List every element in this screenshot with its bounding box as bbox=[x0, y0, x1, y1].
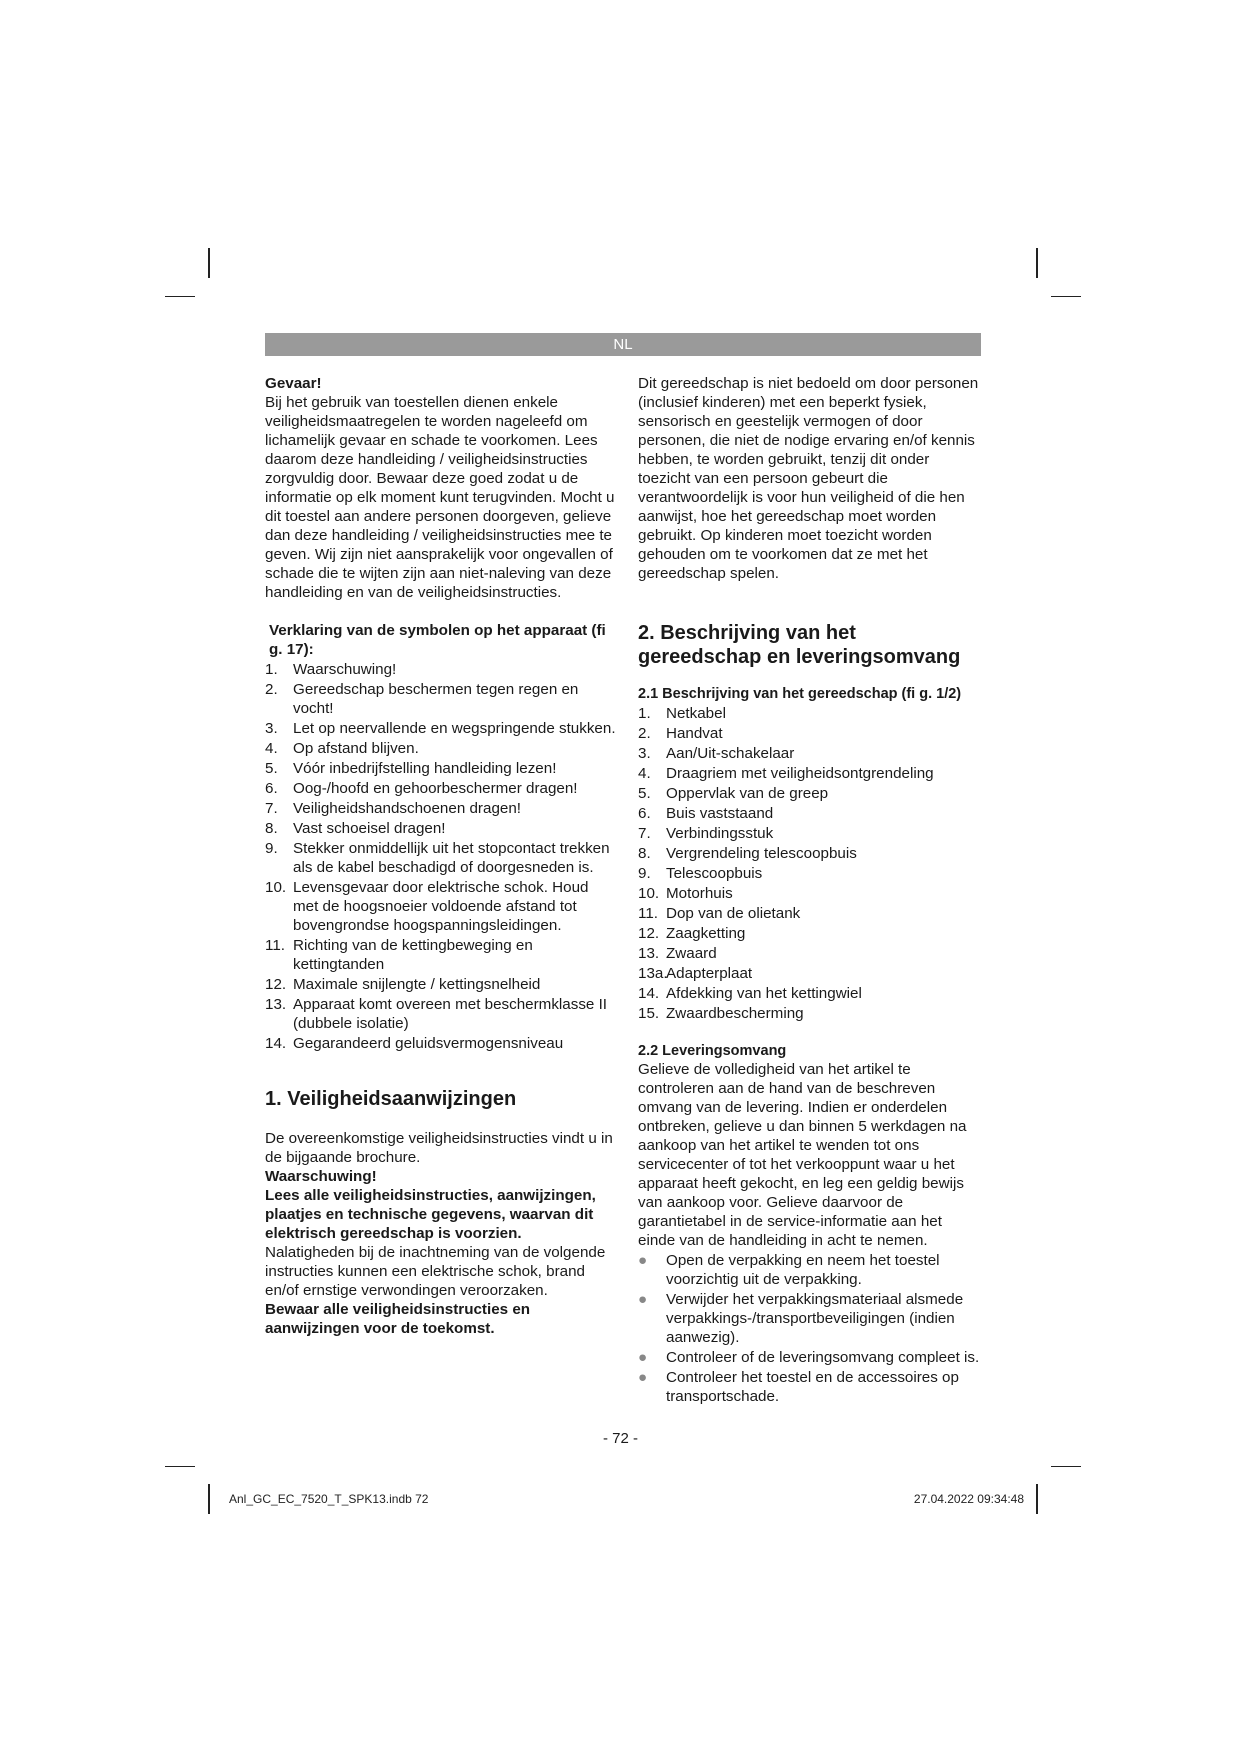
symbol-item-number: 3. bbox=[265, 720, 278, 737]
part-item-text: Zwaard bbox=[666, 945, 717, 962]
bullet-text: Open de verpakking en neem het toestel voorzichtig uit de verpakking. bbox=[666, 1252, 940, 1288]
left-column bbox=[265, 374, 617, 1338]
crop-mark bbox=[208, 248, 210, 278]
subsection-2-2-body: Gelieve de volledigheid van het artikel te controleren aan de hand van de beschreven omvang van de levering. Indien er onderdelen ontbreken, gelieve u dan binnen 5 werkdagen na aankoop van het artikel te wenden tot ons servicecenter of tot het verkooppunt waar u het apparaat heeft gekocht, en leg een geldig bewijs van aankoop voor. Gelieve daarvoor de garantietabel in de service-informatie aan het einde van de handleiding in acht te nemen. bbox=[638, 1061, 967, 1249]
part-item-number: 14. bbox=[638, 985, 660, 1002]
symbol-item bbox=[265, 719, 617, 738]
symbol-item bbox=[265, 799, 617, 818]
symbol-item-text: Maximale snijlengte / kettingsnelheid bbox=[293, 976, 541, 993]
symbol-item-number: 8. bbox=[265, 820, 278, 837]
part-item-number: 7. bbox=[638, 825, 651, 842]
symbol-item bbox=[265, 1034, 617, 1053]
symbol-item bbox=[265, 779, 617, 798]
part-item bbox=[638, 724, 982, 743]
danger-title: Gevaar! bbox=[265, 375, 322, 392]
bullet-item bbox=[638, 1290, 982, 1347]
part-item-text: Afdekking van het kettingwiel bbox=[666, 985, 862, 1002]
symbol-item-text: Oog-/hoofd en gehoorbeschermer dragen! bbox=[293, 780, 578, 797]
crop-mark bbox=[1051, 296, 1081, 297]
crop-mark bbox=[165, 1466, 195, 1467]
crop-mark bbox=[165, 296, 195, 297]
part-item-text: Dop van de olietank bbox=[666, 905, 801, 922]
symbol-item bbox=[265, 819, 617, 838]
part-item-text: Draagriem met veiligheidsontgrendeling bbox=[666, 765, 934, 782]
part-item-number: 13. bbox=[638, 945, 660, 962]
symbol-item-number: 2. bbox=[265, 681, 278, 698]
crop-mark bbox=[1051, 1466, 1081, 1467]
part-item-text: Vergrendeling telescoopbuis bbox=[666, 845, 857, 862]
symbol-item-number: 11. bbox=[265, 937, 285, 954]
bullet-dot-icon: ● bbox=[638, 1349, 648, 1366]
part-item bbox=[638, 924, 982, 943]
symbol-item-text: Op afstand blijven. bbox=[293, 740, 419, 757]
part-item-text: Motorhuis bbox=[666, 885, 733, 902]
part-item-text: Handvat bbox=[666, 725, 723, 742]
part-item bbox=[638, 824, 982, 843]
part-item-text: Verbindingsstuk bbox=[666, 825, 774, 842]
part-item bbox=[638, 904, 982, 923]
part-item-text: Oppervlak van de greep bbox=[666, 785, 829, 802]
part-item-number: 10. bbox=[638, 885, 660, 902]
section-1-intro: De overeenkomstige veiligheidsinstructies vindt u in de bijgaande brochure. bbox=[265, 1130, 613, 1166]
bullet-text: Controleer of de leveringsomvang compleet is. bbox=[666, 1349, 980, 1366]
part-item-number: 9. bbox=[638, 865, 651, 882]
subsection-2-2-title: 2.2 Leveringsomvang bbox=[638, 1043, 787, 1059]
symbol-item bbox=[265, 878, 617, 935]
intro-text: Dit gereedschap is niet bedoeld om door personen (inclusief kinderen) met een beperkt fysiek, sensorisch en geestelijk vermogen of door personen, die niet de nodige ervaring en/of kennis hebben, te worden gebruikt, tenzij dit onder toezicht van een persoon gebeurt die verantwoordelijk is voor hun veiligheid of die hen aanwijst, hoe het gereedschap moet worden gebruikt. Op kinderen moet toezicht worden gehouden om te voorkomen dat ze met het gereedschap spelen. bbox=[638, 375, 979, 582]
part-item-number: 5. bbox=[638, 785, 651, 802]
part-item-number: 13a. bbox=[638, 965, 668, 982]
symbol-item bbox=[265, 759, 617, 778]
part-item bbox=[638, 804, 982, 823]
symbol-item bbox=[265, 936, 617, 974]
language-code: NL bbox=[613, 336, 633, 353]
part-item-text: Zaagketting bbox=[666, 925, 746, 942]
crop-mark bbox=[1036, 1484, 1038, 1514]
part-item bbox=[638, 704, 982, 723]
symbol-item bbox=[265, 995, 617, 1033]
part-item-number: 3. bbox=[638, 745, 651, 762]
symbol-item bbox=[265, 739, 617, 758]
part-item bbox=[638, 764, 982, 783]
symbol-item-number: 14. bbox=[265, 1035, 287, 1052]
crop-mark bbox=[208, 1484, 210, 1514]
symbol-item-number: 12. bbox=[265, 976, 287, 993]
part-item bbox=[638, 864, 982, 883]
symbol-item-number: 13. bbox=[265, 996, 287, 1013]
symbol-item-number: 9. bbox=[265, 840, 278, 857]
part-item-number: 15. bbox=[638, 1005, 660, 1022]
symbol-item-text: Richting van de kettingbeweging en kettingtanden bbox=[293, 937, 533, 973]
symbol-item-text: Vóór inbedrijfstelling handleiding lezen! bbox=[293, 760, 557, 777]
part-item-text: Zwaardbescherming bbox=[666, 1005, 804, 1022]
part-item-number: 1. bbox=[638, 705, 651, 722]
part-item bbox=[638, 1004, 982, 1023]
part-item-number: 8. bbox=[638, 845, 651, 862]
bullet-text: Controleer het toestel en de accessoires op transportschade. bbox=[666, 1369, 959, 1405]
bullet-dot-icon: ● bbox=[638, 1369, 648, 1386]
symbols-list bbox=[265, 660, 617, 1053]
part-item bbox=[638, 844, 982, 863]
part-item bbox=[638, 964, 982, 983]
symbol-item-number: 7. bbox=[265, 800, 278, 817]
part-item bbox=[638, 884, 982, 903]
symbol-item-text: Vast schoeisel dragen! bbox=[293, 820, 446, 837]
section-1-title: 1. Veiligheidsaanwijzingen bbox=[265, 1088, 517, 1110]
warning-title: Waarschuwing! bbox=[265, 1168, 377, 1185]
part-item-text: Adapterplaat bbox=[666, 965, 753, 982]
part-item-text: Buis vaststaand bbox=[666, 805, 774, 822]
symbol-item-text: Gegarandeerd geluidsvermogensniveau bbox=[293, 1035, 564, 1052]
symbol-item-text: Stekker onmiddellijk uit het stopcontact trekken als de kabel beschadigd of doorgesneden is. bbox=[293, 840, 610, 876]
part-item-number: 11. bbox=[638, 905, 658, 922]
part-item-number: 6. bbox=[638, 805, 651, 822]
section-2-title: 2. Beschrijving van het gereedschap en leveringsomvang bbox=[638, 622, 961, 668]
warning-keep: Bewaar alle veiligheidsinstructies en aanwijzingen voor de toekomst. bbox=[265, 1301, 531, 1337]
subsection-2-1-title: 2.1 Beschrijving van het gereedschap (fi g. 1/2) bbox=[638, 686, 962, 702]
language-header-bar bbox=[265, 333, 981, 356]
symbols-title: Verklaring van de symbolen op het apparaat (fi g. 17): bbox=[269, 622, 606, 658]
footer-timestamp: 27.04.2022 09:34:48 bbox=[913, 1492, 1024, 1506]
symbol-item bbox=[265, 975, 617, 994]
symbol-item bbox=[265, 839, 617, 877]
footer-filename: Anl_GC_EC_7520_T_SPK13.indb 72 bbox=[229, 1492, 429, 1506]
bullet-list bbox=[638, 1251, 982, 1406]
part-item-number: 12. bbox=[638, 925, 660, 942]
part-item-text: Aan/Uit-schakelaar bbox=[666, 745, 795, 762]
symbol-item-number: 6. bbox=[265, 780, 278, 797]
symbol-item bbox=[265, 660, 617, 679]
symbol-item bbox=[265, 680, 617, 718]
part-item-text: Netkabel bbox=[666, 705, 726, 722]
bullet-dot-icon: ● bbox=[638, 1252, 648, 1269]
symbol-item-number: 10. bbox=[265, 879, 287, 896]
symbol-item-text: Waarschuwing! bbox=[293, 661, 397, 678]
part-item-text: Telescoopbuis bbox=[666, 865, 763, 882]
warning-body: Nalatigheden bij de inachtneming van de volgende instructies kunnen een elektrische schok, brand en/of ernstige verwondingen veroorzaken. bbox=[265, 1244, 606, 1299]
symbol-item-text: Veiligheidshandschoenen dragen! bbox=[293, 800, 521, 817]
page-number: - 72 - bbox=[602, 1430, 638, 1447]
bullet-text: Verwijder het verpakkingsmateriaal alsmede verpakkings-/transportbeveiligingen (indien aanwezig). bbox=[666, 1291, 964, 1346]
bullet-item bbox=[638, 1251, 982, 1289]
part-item bbox=[638, 944, 982, 963]
warning-bold-text: Lees alle veiligheidsinstructies, aanwijzingen, plaatjes en technische gegevens, waarvan dit elektrisch gereedschap is voorzien. bbox=[265, 1187, 596, 1242]
symbol-item-text: Let op neervallende en wegspringende stukken. bbox=[293, 720, 616, 737]
symbol-item-number: 4. bbox=[265, 740, 278, 757]
danger-body: Bij het gebruik van toestellen dienen enkele veiligheidsmaatregelen te worden nageleefd om lichamelijk gevaar en schade te voorkomen. Lees daarom deze handleiding / veiligheidsinstructies zorgvuldig door. Bewaar deze goed zodat u de informatie op elk moment kunt terugvinden. Mocht u dit toestel aan andere personen doorgeven, gelieve dan deze handleiding / veiligheidsinstructies mee te geven. Wij zijn niet aansprakelijk voor ongevallen of schade die te wijten zijn aan niet-naleving van deze handleiding en van de veiligheidsinstructies. bbox=[265, 394, 615, 601]
symbol-item-text: Gereedschap beschermen tegen regen en vocht! bbox=[293, 681, 579, 717]
bullet-item bbox=[638, 1368, 982, 1406]
bullet-dot-icon: ● bbox=[638, 1291, 648, 1308]
part-item bbox=[638, 784, 982, 803]
symbol-item-number: 1. bbox=[265, 661, 278, 678]
crop-mark bbox=[1036, 248, 1038, 278]
symbol-item-text: Apparaat komt overeen met beschermklasse II (dubbele isolatie) bbox=[293, 996, 608, 1032]
right-column bbox=[638, 374, 982, 1406]
part-item-number: 4. bbox=[638, 765, 651, 782]
part-item-number: 2. bbox=[638, 725, 651, 742]
symbol-item-number: 5. bbox=[265, 760, 278, 777]
parts-list bbox=[638, 704, 982, 1023]
part-item bbox=[638, 744, 982, 763]
part-item bbox=[638, 984, 982, 1003]
bullet-item bbox=[638, 1348, 982, 1367]
symbol-item-text: Levensgevaar door elektrische schok. Houd met de hoogsnoeier voldoende afstand tot bovengrondse hoogspanningsleidingen. bbox=[293, 879, 589, 934]
